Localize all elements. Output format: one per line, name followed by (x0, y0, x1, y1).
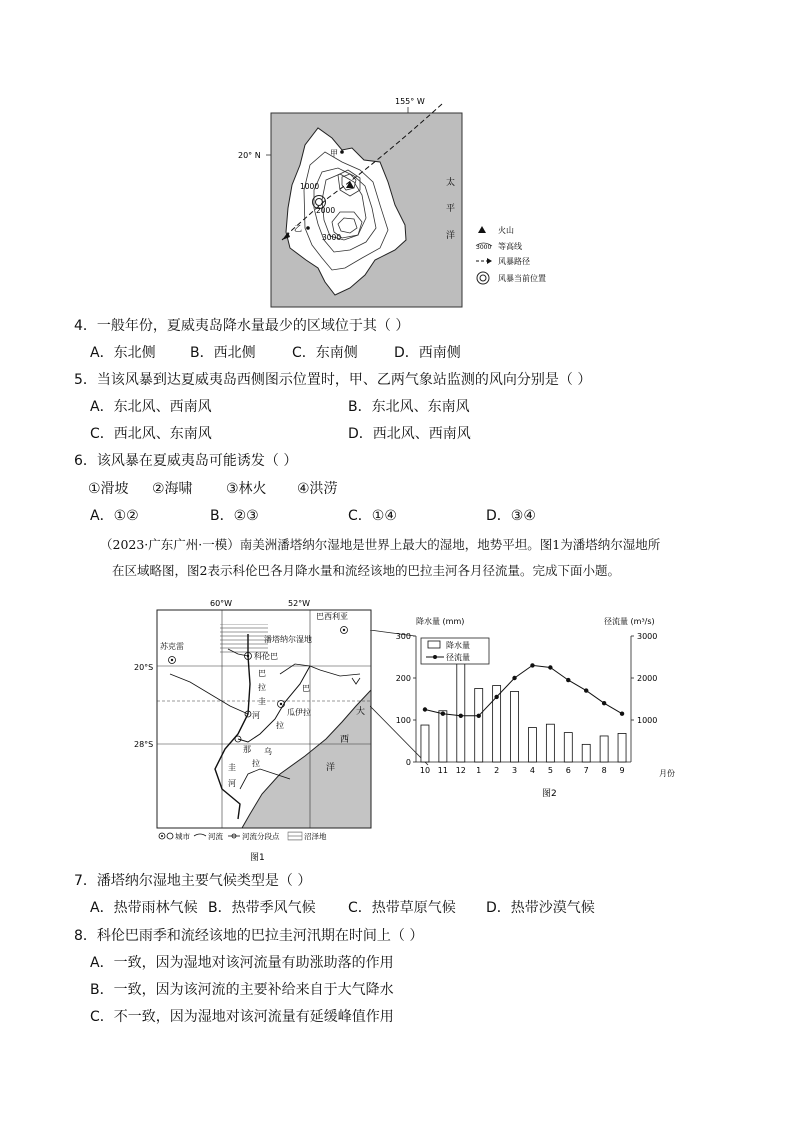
q5-option-c[interactable]: C．西北风、东南风 (90, 426, 212, 442)
river-char: 河 (228, 779, 236, 788)
chart-bar (475, 689, 483, 763)
q7-option-d[interactable]: D．热带沙漠气候 (486, 900, 595, 916)
legend-storm-path: 风暴路径 (498, 257, 530, 266)
chart-xtick-label: 11 (437, 766, 448, 775)
river-char: 巴 (302, 684, 310, 693)
ocean-char: 太 (446, 178, 456, 188)
chart-xtick-label: 12 (455, 766, 466, 775)
chart-series-line (425, 665, 622, 715)
chart-bar (564, 733, 572, 762)
q6-item: ④洪涝 (297, 481, 338, 497)
river-char: 圭 (258, 697, 266, 706)
q8-option-c[interactable]: C．不一致，因为湿地对该河流量有延缓峰值作用 (90, 1009, 394, 1025)
ocean-char: 洋 (446, 231, 456, 241)
wetland-area (220, 624, 268, 654)
chart-bar (511, 691, 519, 762)
chart-line-point (494, 695, 498, 699)
q4-option-d[interactable]: D．西南侧 (394, 345, 461, 361)
lon60-label: 60°W (210, 599, 233, 608)
legend-volcano: 火山 (498, 226, 514, 235)
station-yi-dot (306, 226, 310, 230)
lat28-label: 28°S (134, 740, 154, 749)
contour-1000-label: 1000 (300, 182, 320, 191)
lon52-label: 52°W (288, 599, 311, 608)
q5-option-d[interactable]: D．西北风、西南风 (348, 426, 471, 442)
chart-ytick-label-right: 3000 (637, 632, 658, 641)
q5-option-b[interactable]: B．东北风、东南风 (348, 399, 470, 415)
chart-ytick-label-left: 200 (395, 674, 411, 683)
q5-stem: 5．当该风暴到达夏威夷岛西侧图示位置时，甲、乙两气象站监测的风向分别是（ ） (74, 372, 592, 388)
chart-xtick-label: 8 (601, 766, 607, 775)
lon-label: 155° W (395, 97, 425, 106)
chart-line-point (548, 665, 552, 669)
ocean-char: 洋 (326, 763, 336, 773)
legend-storm-position: 风暴当前位置 (498, 274, 546, 283)
ocean-char: 西 (340, 735, 350, 745)
q6-option-c[interactable]: C．①④ (348, 508, 397, 524)
station-jia: 甲 (330, 149, 338, 158)
river-char: 圭 (228, 763, 236, 772)
q8-option-b[interactable]: B．一致，因为该河流的主要补给来自于大气降水 (90, 982, 394, 998)
ocean-char: 大 (356, 707, 366, 717)
pantanal-map (130, 594, 380, 866)
chart-bar (582, 744, 590, 762)
q7-option-c[interactable]: C．热带草原气候 (348, 900, 456, 916)
river-char: 河 (252, 711, 260, 720)
contour-2000-label: 2000 (316, 206, 336, 215)
chart-line-point (477, 714, 481, 718)
legend-bar-label: 降水量 (446, 641, 470, 650)
legend-segment: 河流分段点 (242, 832, 280, 841)
chart-ytick-label-right: 2000 (637, 674, 658, 683)
intro-line-2: 在区域略图，图2表示科伦巴各月降水量和流经该地的巴拉圭河各月径流量。完成下面小题。 (112, 563, 620, 578)
q6-option-a[interactable]: A．①② (90, 508, 139, 524)
chart-xtick-label: 1 (476, 766, 482, 775)
q6-option-d[interactable]: D．③④ (486, 508, 536, 524)
river-char: 乌 (264, 747, 272, 756)
chart-ylabel-left: 降水量 (mm) (416, 617, 465, 626)
chart-line-point (584, 688, 588, 692)
chart-bar (528, 728, 536, 762)
chart-ytick-label-right: 1000 (637, 716, 658, 725)
chart-ylabel-right: 径流量 (m³/s) (604, 617, 655, 626)
station-yi: 乙 (294, 224, 302, 233)
chart-bar (600, 736, 608, 762)
chart-line-point (459, 714, 463, 718)
chart-xtick-label: 4 (529, 766, 536, 775)
legend-river: 河流 (208, 832, 223, 841)
legend-line-label: 径流量 (446, 653, 470, 662)
chart-line-point (423, 707, 427, 711)
river-char: 那 (243, 745, 251, 754)
q6-stem: 6．该风暴在夏威夷岛可能诱发（ ） (74, 453, 298, 469)
legend-city: 城市 (175, 832, 190, 841)
chart-line-point (441, 712, 445, 716)
chart-bar (439, 711, 447, 762)
hawaii-map (230, 90, 570, 312)
lat20-label: 20°S (134, 663, 154, 672)
q5-option-a[interactable]: A．东北风、西南风 (90, 399, 212, 415)
q6-item: ①滑坡 (88, 481, 129, 497)
q7-option-b[interactable]: B．热带季风气候 (208, 900, 316, 916)
chart-xtick-label: 2 (494, 766, 500, 775)
chart-bar (421, 725, 429, 762)
legend-path-icon (487, 258, 492, 264)
lat-label: 20° N (238, 151, 261, 160)
chart-xtick-label: 3 (511, 766, 518, 775)
map2-caption: 图1 (250, 853, 265, 863)
chart-line-point (620, 712, 624, 716)
q6-item: ③林火 (226, 481, 267, 497)
wetland-label: 潘塔纳尔湿地 (264, 635, 312, 644)
legend-volcano-icon (478, 226, 486, 233)
chart-ytick-label-left: 100 (395, 716, 411, 725)
q4-option-c[interactable]: C．东南侧 (292, 345, 358, 361)
river-char: 拉 (276, 721, 284, 730)
q4-option-a[interactable]: A．东北侧 (90, 345, 156, 361)
sucre-label: 苏克雷 (160, 642, 184, 651)
chart-ytick-label-left: 0 (405, 758, 411, 767)
brasilia-label: 巴西利亚 (316, 612, 348, 621)
q8-option-a[interactable]: A．一致，因为湿地对该河流量有助涨助落的作用 (90, 955, 394, 971)
chart-xtick-label: 7 (583, 766, 589, 775)
chart-line-point (602, 701, 606, 705)
river-char: 拉 (258, 683, 266, 692)
river-char: 巴 (258, 669, 266, 678)
chart-bar (457, 662, 465, 762)
intro-line-1: （2023·广东广州·一模）南美洲潘塔纳尔湿地是世界上最大的湿地，地势平坦。图1为潘塔纳尔湿地所 (100, 537, 661, 552)
ocean-char: 平 (446, 204, 456, 214)
chart-xtick-label: 10 (419, 766, 431, 775)
contour-3000-label: 3000 (322, 233, 342, 242)
chart-xtick-label: 6 (565, 766, 571, 775)
legend-swamp: 沼泽地 (304, 832, 327, 841)
station-jia-dot (340, 150, 344, 154)
guaira-label: 瓜伊拉 (287, 708, 311, 717)
corumba-label: 科伦巴 (254, 652, 278, 661)
chart-line-point (512, 676, 516, 680)
q6-item: ②海啸 (152, 481, 193, 497)
q4-stem: 4．一般年份，夏威夷岛降水量最少的区域位于其（ ） (74, 318, 410, 334)
legend-contour: 等高线 (498, 242, 522, 251)
chart-xtick-label: 9 (619, 766, 625, 775)
q8-stem: 8．科伦巴雨季和流经该地的巴拉圭河汛期在时间上（ ） (74, 928, 424, 944)
q4-option-b[interactable]: B．西北侧 (190, 345, 256, 361)
q6-option-b[interactable]: B．②③ (210, 508, 259, 524)
legend-storm-icon (477, 272, 489, 284)
legend-line-marker (433, 655, 437, 659)
chart-bar (546, 724, 554, 762)
q7-option-a[interactable]: A．热带雨林气候 (90, 900, 198, 916)
chart-xtick-label: 5 (547, 766, 553, 775)
chart-line-point (566, 678, 570, 682)
legend-contour-sample: 3000 (476, 244, 492, 251)
chart-line-point (530, 663, 534, 667)
river-char: 拉 (252, 759, 260, 768)
chart-ytick-label-left: 300 (395, 632, 411, 641)
chart-bar (618, 733, 626, 762)
chart (388, 610, 678, 800)
chart-caption: 图2 (542, 789, 557, 799)
q7-stem: 7．潘塔纳尔湿地主要气候类型是（ ） (74, 873, 312, 889)
chart-xunit: 月份 (659, 769, 675, 778)
legend-bar-swatch (428, 641, 440, 648)
